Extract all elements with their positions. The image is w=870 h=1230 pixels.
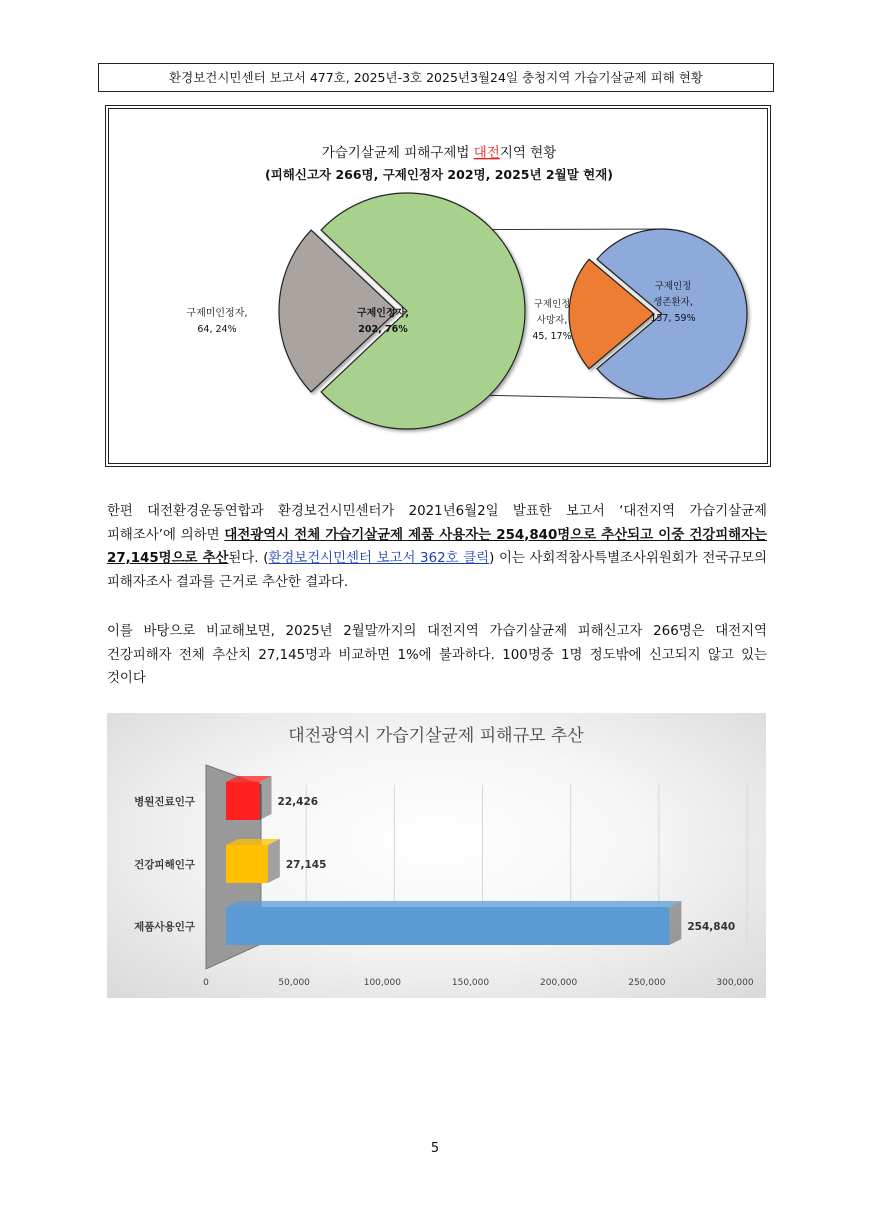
bar-chart-panel [107,713,766,998]
report-header: 환경보건시민센터 보고서 477호, 2025년-3호 2025년3월24일 충청지역 가습기살균제 피해 현황 [98,63,774,92]
subslice-value-deceased: 45, 17% [532,331,572,342]
bar-side-0 [260,776,272,820]
bar-front-0 [226,782,260,820]
slice-value-recognized: 202, 76% [358,324,408,335]
pie-chart [109,109,767,463]
subslice-label2-survivor: 생존환자, [653,297,693,308]
value-label: 22,426 [277,796,319,808]
pie-subtitle: (피해신고자 266명, 구제인정자 202명, 2025년 2월말 현재) [265,167,613,182]
value-label: 254,840 [687,921,736,933]
bar-side-2 [669,901,681,945]
paragraph-1: 한편 대전환경운동연합과 환경보건시민센터가 2021년6월2일 발표한 보고서 ‘대전지역 가습기살균제 피해조사’에 의하면 대전광역시 전체 가습기살균제 제품 사용자는 254,840명으로 추산되고 이중 건강피해자는 27,145명으로 추산된다. (환경보건시민센터 보고서 362호 클릭) 이는 사회적참사특별조사위원회가 전국규모의 피해자조사 결과를 근거로 추산한 결과다. [107,504,767,590]
highlight-estimate: 대전광역시 전체 가습기살균제 제품 사용자는 254,840명으로 추산되고 이중 건강피해자는 27,145명으로 추산 [107,527,767,566]
subslice-label-survivor: 구제인정 [654,281,692,292]
x-tick-label: 150,000 [451,978,490,988]
pie-title: 가습기살균제 피해구제법 대전지역 현황 [321,145,557,161]
x-tick-label: 100,000 [363,978,401,988]
bar-front-2 [226,907,669,945]
paragraph-2: 이를 바탕으로 비교해보면, 2025년 2월말까지의 대전지역 가습기살균제 피해신고자 266명은 대전지역 건강피해자 전체 추산치 27,145명과 비교하면 1%에 불과하다. 100명중 1명 정도밖에 신고되지 않고 있는 것이다 [107,624,767,686]
x-tick-label: 250,000 [628,978,666,988]
slice-value-unrecognized: 64, 24% [197,324,237,335]
category-label: 제품사용인구 [134,921,195,933]
x-tick-label: 0 [203,978,209,988]
bar-chart [107,713,766,998]
report-362-link[interactable]: 환경보건시민센터 보고서 362호 클릭 [268,551,490,566]
bar-front-1 [226,845,268,883]
x-tick-label: 50,000 [278,978,310,988]
pie-chart-panel [108,108,768,464]
category-label: 병원진료인구 [134,796,195,808]
value-label: 27,145 [285,859,327,871]
slice-label-unrecognized: 구제미인정자, [186,308,248,319]
subslice-value-survivor: 157, 59% [650,313,696,324]
bar-side-1 [268,839,280,883]
page-number: 5 [430,1141,440,1156]
subslice-label-deceased: 구제인정 [533,299,571,310]
category-label: 건강피해인구 [134,859,195,871]
bar-top-2 [226,901,681,907]
subslice-label2-deceased: 사망자, [536,315,568,326]
x-tick-label: 300,000 [716,978,754,988]
x-tick-label: 200,000 [540,978,578,988]
slice-label-recognized: 구제인정자, [356,308,410,319]
bar-chart-title: 대전광역시 가습기살균제 피해규모 추산 [288,726,584,746]
